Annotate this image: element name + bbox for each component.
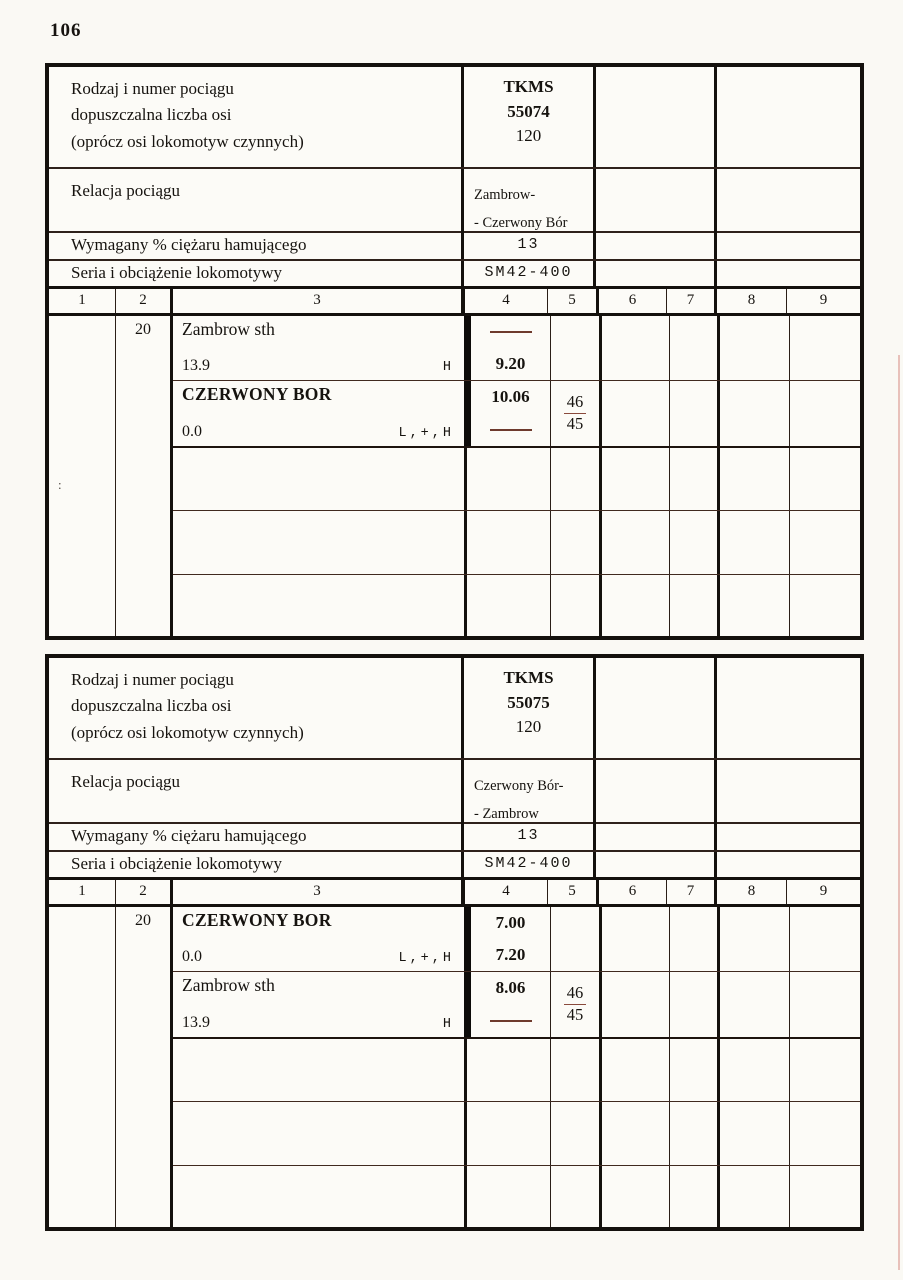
body-col2: 20 (115, 907, 170, 1227)
empty-cell (714, 233, 860, 259)
empty-row (173, 1101, 860, 1165)
train-number: 55075 (507, 692, 550, 712)
brake-percent-row (49, 824, 860, 852)
empty-cell (789, 381, 863, 446)
col-header-5: 5 (547, 880, 596, 904)
stop-marks: H (442, 1017, 454, 1032)
train-label-line3: (oprócz osi lokomotyw czynnych) (71, 722, 304, 742)
track-cell (550, 316, 599, 380)
relation-line1: Zambrow- (474, 187, 536, 203)
scan-edge-artifact (898, 355, 900, 1270)
station-row (173, 907, 860, 971)
axle-limit: 120 (515, 126, 542, 146)
locomotive-label: Seria i obciążenie lokomotywy (71, 263, 283, 282)
station-name: Zambrow sth (182, 319, 275, 339)
track-bottom: 45 (566, 1005, 584, 1024)
empty-cell (596, 658, 714, 758)
track-top: 46 (564, 393, 587, 414)
col-header-5: 5 (547, 289, 596, 313)
col-header-7: 7 (666, 289, 714, 313)
track-bottom: 45 (566, 414, 584, 433)
empty-cell (714, 658, 860, 758)
train-label-line2: dopuszczalna liczba osi (71, 696, 232, 716)
locomotive-value: SM42-400 (461, 852, 596, 877)
track-fraction (564, 984, 587, 1025)
no-time-dash (490, 1020, 532, 1022)
scan-artifact: : (58, 477, 62, 492)
time-cell (464, 972, 550, 1037)
km-value: 0.0 (182, 423, 202, 440)
train-label-line3: (oprócz osi lokomotyw czynnych) (71, 131, 304, 151)
empty-cell (599, 316, 669, 380)
empty-cell (599, 907, 669, 971)
col-header-6: 6 (596, 289, 666, 313)
train-type: TKMS (503, 77, 554, 96)
relation-row (49, 760, 860, 824)
empty-cell (596, 233, 714, 259)
empty-row (173, 1165, 860, 1227)
relation-label: Relacja pociągu (71, 181, 181, 200)
relation-row (49, 169, 860, 233)
empty-cell (717, 316, 789, 380)
station-cell (173, 907, 464, 971)
empty-cell (596, 852, 714, 877)
station-cell (173, 381, 464, 446)
column-number-header (49, 880, 860, 907)
locomotive-label: Seria i obciążenie lokomotywy (71, 854, 283, 873)
col-header-9: 9 (786, 880, 860, 904)
col-header-1: 1 (78, 292, 86, 308)
train-number-label (49, 658, 461, 758)
body-main (170, 907, 860, 1227)
empty-cell (669, 907, 717, 971)
train-label-line1: Rodzaj i numer pociągu (71, 79, 234, 98)
body-main (170, 316, 860, 636)
body-col2: 20 (115, 316, 170, 636)
train-type: TKMS (503, 668, 554, 687)
empty-cell (596, 261, 714, 286)
brake-percent-label: Wymagany % ciężaru hamującego (71, 235, 307, 254)
col-header-6: 6 (596, 880, 666, 904)
track-cell (550, 907, 599, 971)
empty-cell (596, 169, 714, 238)
empty-cell (599, 972, 669, 1037)
empty-cell (599, 381, 669, 446)
col-header-3: 3 (170, 880, 461, 904)
station-name: CZERWONY BOR (182, 384, 332, 404)
page-number: 106 (50, 20, 82, 41)
stop-marks: L,+,H (398, 426, 454, 441)
km-value: 0.0 (182, 948, 202, 965)
train-number-row (49, 658, 860, 760)
col-header-2: 2 (115, 289, 170, 313)
station-cell (173, 972, 464, 1037)
relation-line1: Czerwony Bór- (474, 778, 564, 794)
station-row (173, 971, 860, 1037)
departure-time: 9.20 (495, 354, 526, 373)
empty-row (173, 446, 860, 510)
train-label-line1: Rodzaj i numer pociągu (71, 670, 234, 689)
departure-time: 7.20 (495, 945, 526, 964)
timetable-train-55074 (45, 63, 864, 640)
locomotive-row (49, 261, 860, 289)
brake-percent-value: 13 (461, 824, 596, 850)
empty-cell (717, 907, 789, 971)
col-header-4: 4 (461, 880, 547, 904)
empty-cell (717, 381, 789, 446)
empty-cell (714, 824, 860, 850)
station-name: Zambrow sth (182, 975, 275, 995)
km-value: 13.9 (182, 357, 210, 374)
locomotive-row (49, 852, 860, 880)
col-header-7: 7 (666, 880, 714, 904)
empty-cell (596, 760, 714, 829)
train-number-value (461, 67, 596, 167)
relation-line2: - Czerwony Bór (474, 215, 568, 232)
empty-cell (717, 972, 789, 1037)
track-fraction (564, 393, 587, 434)
empty-cell (714, 261, 860, 286)
col-header-8: 8 (714, 289, 786, 313)
col-header-8: 8 (714, 880, 786, 904)
arrival-time: 7.00 (495, 913, 526, 932)
brake-percent-label: Wymagany % ciężaru hamującego (71, 826, 307, 845)
no-time-dash (490, 331, 532, 333)
train-number-row (49, 67, 860, 169)
relation-label: Relacja pociągu (71, 772, 181, 791)
km-value: 13.9 (182, 1014, 210, 1031)
empty-row (173, 1037, 860, 1101)
time-cell (464, 316, 550, 380)
relation-value (461, 169, 596, 238)
time-cell (464, 907, 550, 971)
brake-percent-row (49, 233, 860, 261)
column-number-header (49, 289, 860, 316)
empty-cell (714, 169, 860, 238)
empty-cell (714, 760, 860, 829)
empty-cell (596, 67, 714, 167)
no-time-dash (490, 429, 532, 431)
track-cell (550, 381, 599, 446)
empty-cell (669, 316, 717, 380)
time-cell (464, 381, 550, 446)
axle-limit: 120 (515, 717, 542, 737)
col-header-3: 3 (170, 289, 461, 313)
col-header-1: 1 (78, 883, 86, 899)
station-row (173, 316, 860, 380)
body-col1 (49, 316, 115, 636)
brake-percent-value: 13 (461, 233, 596, 259)
relation-value (461, 760, 596, 829)
locomotive-value: SM42-400 (461, 261, 596, 286)
station-cell (173, 316, 464, 380)
stop-marks: L,+,H (398, 951, 454, 966)
empty-cell (669, 972, 717, 1037)
empty-row (173, 510, 860, 574)
empty-row (173, 574, 860, 636)
arrival-time: 8.06 (495, 978, 526, 998)
empty-cell (789, 907, 863, 971)
relation-line2: - Zambrow (474, 806, 539, 823)
empty-cell (714, 852, 860, 877)
stop-marks: H (442, 360, 454, 375)
timetable-train-55075 (45, 654, 864, 1231)
station-name: CZERWONY BOR (182, 910, 332, 930)
train-number-value (461, 658, 596, 758)
station-row (173, 380, 860, 446)
empty-cell (789, 316, 863, 380)
col-header-9: 9 (786, 289, 860, 313)
track-cell (550, 972, 599, 1037)
empty-cell (669, 381, 717, 446)
train-number-label (49, 67, 461, 167)
col-header-4: 4 (461, 289, 547, 313)
body-col1 (49, 907, 115, 1227)
empty-cell (596, 824, 714, 850)
col-header-2: 2 (115, 880, 170, 904)
timetable-body (49, 907, 860, 1227)
arrival-time: 10.06 (491, 387, 530, 407)
empty-cell (789, 972, 863, 1037)
empty-cell (714, 67, 860, 167)
train-label-line2: dopuszczalna liczba osi (71, 105, 232, 125)
train-number: 55074 (507, 101, 550, 121)
timetable-body (49, 316, 860, 636)
track-top: 46 (564, 984, 587, 1005)
